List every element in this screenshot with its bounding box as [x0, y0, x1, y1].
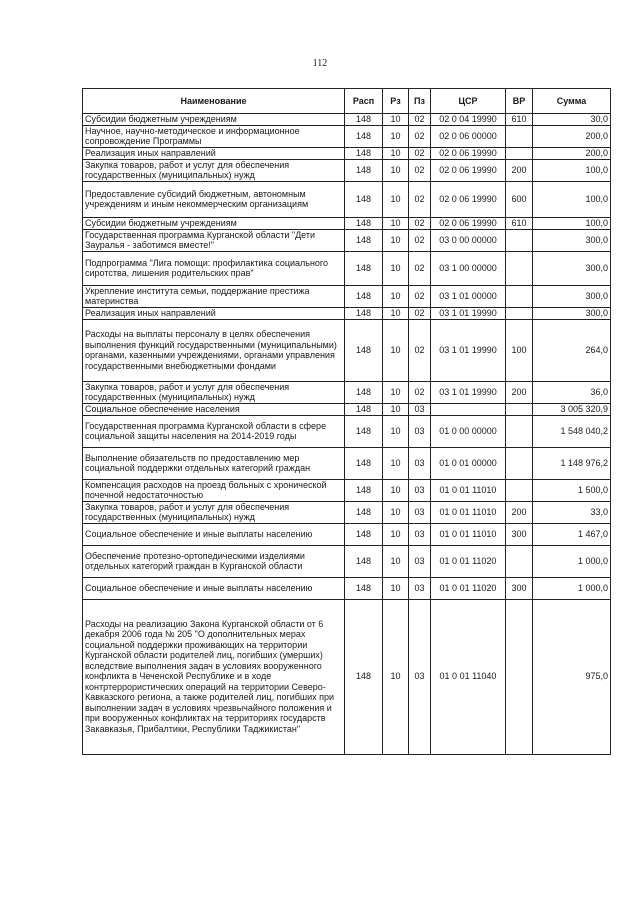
cell-pz: 03	[409, 479, 431, 501]
cell-vr: 200	[506, 501, 533, 523]
cell-pz: 02	[409, 381, 431, 403]
cell-csr: 03 0 00 00000	[431, 229, 506, 251]
cell-rz: 10	[383, 415, 409, 447]
table-row	[83, 217, 611, 229]
cell-rz: 10	[383, 285, 409, 307]
cell-name: Предоставление субсидий бюджетным, автономным учреждениям и иным некоммерческим организациям	[83, 181, 345, 217]
cell-vr	[506, 479, 533, 501]
cell-csr: 01 0 01 11010	[431, 523, 506, 545]
cell-vr	[506, 599, 533, 754]
cell-name: Государственная программа Курганской области "Дети Зауралья - заботимся вместе!"	[83, 229, 345, 251]
cell-rasp: 148	[345, 447, 383, 479]
cell-name: Научное, научно-методическое и информационное сопровождение Программы	[83, 125, 345, 147]
table-row	[83, 447, 611, 479]
cell-pz: 02	[409, 147, 431, 159]
cell-csr: 01 0 00 00000	[431, 415, 506, 447]
table-body	[83, 114, 611, 755]
cell-name: Расходы на реализацию Закона Курганской области от 6 декабря 2006 года № 205 "О дополнительных мерах социальной поддержки проживающих на территории Курганской области родителей лиц, погибших (умерших) вследствие выполнения задач в условиях вооруженного конфликта в Чеченской Республике и в ходе контртеррористических операций на территории Северо-Кавказского региона, а также родителей лиц, погибших при выполнении задач в условиях чрезвычайного положения и при вооруженных конфликтах на территориях государств Закавказья, Прибалтики, Республики Таджикистан"	[83, 599, 345, 754]
cell-rz: 10	[383, 599, 409, 754]
cell-rz: 10	[383, 577, 409, 599]
cell-csr: 02 0 06 19990	[431, 159, 506, 181]
table-row	[83, 381, 611, 403]
cell-vr: 610	[506, 217, 533, 229]
cell-name: Подпрограмма "Лига помощи: профилактика социального сиротства, лишения родительских прав"	[83, 251, 345, 285]
cell-sum: 264,0	[533, 319, 611, 381]
cell-vr	[506, 447, 533, 479]
cell-rz: 10	[383, 403, 409, 415]
cell-vr	[506, 125, 533, 147]
cell-csr: 02 0 06 19990	[431, 147, 506, 159]
cell-csr: 01 0 01 11010	[431, 479, 506, 501]
table-row	[83, 307, 611, 319]
cell-rasp: 148	[345, 381, 383, 403]
cell-pz: 02	[409, 319, 431, 381]
cell-name: Субсидии бюджетным учреждениям	[83, 217, 345, 229]
cell-sum: 33,0	[533, 501, 611, 523]
cell-rasp: 148	[345, 403, 383, 415]
cell-pz: 03	[409, 577, 431, 599]
cell-pz: 02	[409, 159, 431, 181]
table-row	[83, 114, 611, 126]
cell-sum: 1 000,0	[533, 577, 611, 599]
cell-rz: 10	[383, 251, 409, 285]
table-row	[83, 501, 611, 523]
table-row	[83, 125, 611, 147]
table-row	[83, 229, 611, 251]
cell-sum: 1 000,0	[533, 545, 611, 577]
table-header-row	[83, 89, 611, 114]
cell-sum: 1 500,0	[533, 479, 611, 501]
cell-sum: 30,0	[533, 114, 611, 126]
cell-csr: 03 1 01 19990	[431, 307, 506, 319]
cell-vr: 300	[506, 523, 533, 545]
header-rasp: Расп	[345, 89, 383, 114]
table-row	[83, 159, 611, 181]
header-rz: Рз	[383, 89, 409, 114]
cell-rasp: 148	[345, 125, 383, 147]
cell-name: Социальное обеспечение населения	[83, 403, 345, 415]
cell-name: Укрепление института семьи, поддержание престижа материнства	[83, 285, 345, 307]
cell-rasp: 148	[345, 285, 383, 307]
cell-vr: 200	[506, 381, 533, 403]
cell-name: Реализация иных направлений	[83, 307, 345, 319]
cell-sum: 100,0	[533, 181, 611, 217]
cell-rasp: 148	[345, 307, 383, 319]
cell-csr: 03 1 00 00000	[431, 251, 506, 285]
cell-name: Государственная программа Курганской области в сфере социальной защиты населения на 2014-2019 годы	[83, 415, 345, 447]
cell-rz: 10	[383, 381, 409, 403]
cell-sum: 300,0	[533, 229, 611, 251]
cell-name: Компенсация расходов на проезд больных с хронической почечной недостаточностью	[83, 479, 345, 501]
cell-rz: 10	[383, 159, 409, 181]
cell-pz: 03	[409, 599, 431, 754]
cell-rz: 10	[383, 479, 409, 501]
cell-sum: 975,0	[533, 599, 611, 754]
cell-csr: 02 0 04 19990	[431, 114, 506, 126]
cell-rasp: 148	[345, 251, 383, 285]
cell-vr	[506, 229, 533, 251]
header-sum: Сумма	[533, 89, 611, 114]
cell-sum: 1 467,0	[533, 523, 611, 545]
cell-vr: 100	[506, 319, 533, 381]
cell-pz: 02	[409, 285, 431, 307]
cell-csr: 01 0 01 00000	[431, 447, 506, 479]
cell-name: Обеспечение протезно-ортопедическими изделиями отдельных категорий граждан в Курганской области	[83, 545, 345, 577]
cell-rasp: 148	[345, 217, 383, 229]
cell-rz: 10	[383, 319, 409, 381]
cell-rasp: 148	[345, 479, 383, 501]
cell-csr	[431, 403, 506, 415]
cell-name: Социальное обеспечение и иные выплаты населению	[83, 577, 345, 599]
cell-name: Закупка товаров, работ и услуг для обеспечения государственных (муниципальных) нужд	[83, 159, 345, 181]
cell-rz: 10	[383, 114, 409, 126]
cell-csr: 01 0 01 11020	[431, 545, 506, 577]
cell-rasp: 148	[345, 545, 383, 577]
cell-rz: 10	[383, 217, 409, 229]
cell-rz: 10	[383, 523, 409, 545]
cell-sum: 3 005 320,9	[533, 403, 611, 415]
cell-sum: 100,0	[533, 159, 611, 181]
page-number: 112	[312, 58, 328, 69]
header-name: Наименование	[83, 89, 345, 114]
cell-rasp: 148	[345, 114, 383, 126]
cell-rasp: 148	[345, 415, 383, 447]
table-row	[83, 251, 611, 285]
cell-sum: 300,0	[533, 251, 611, 285]
header-csr: ЦСР	[431, 89, 506, 114]
table-row	[83, 147, 611, 159]
table-row	[83, 181, 611, 217]
cell-rz: 10	[383, 229, 409, 251]
cell-name: Закупка товаров, работ и услуг для обеспечения государственных (муниципальных) нужд	[83, 501, 345, 523]
cell-rasp: 148	[345, 147, 383, 159]
cell-name: Расходы на выплаты персоналу в целях обеспечения выполнения функций государственными (муниципальными) органами, казенными учреждениями, органами управления государственными внебюджетными фондами	[83, 319, 345, 381]
cell-csr: 03 1 01 19990	[431, 319, 506, 381]
table-row	[83, 479, 611, 501]
cell-rz: 10	[383, 447, 409, 479]
cell-sum: 300,0	[533, 307, 611, 319]
cell-vr: 200	[506, 159, 533, 181]
table-row	[83, 319, 611, 381]
cell-pz: 02	[409, 181, 431, 217]
cell-rasp: 148	[345, 181, 383, 217]
cell-pz: 03	[409, 523, 431, 545]
cell-csr: 01 0 01 11010	[431, 501, 506, 523]
cell-pz: 03	[409, 545, 431, 577]
cell-rz: 10	[383, 125, 409, 147]
table-row	[83, 545, 611, 577]
cell-rasp: 148	[345, 599, 383, 754]
cell-csr: 03 1 01 19990	[431, 381, 506, 403]
table-row	[83, 523, 611, 545]
cell-rasp: 148	[345, 523, 383, 545]
cell-csr: 02 0 06 00000	[431, 125, 506, 147]
cell-pz: 02	[409, 251, 431, 285]
cell-vr: 600	[506, 181, 533, 217]
cell-vr	[506, 147, 533, 159]
cell-name: Выполнение обязательств по предоставлению мер социальной поддержки отдельных категорий граждан	[83, 447, 345, 479]
cell-vr	[506, 415, 533, 447]
table-row	[83, 415, 611, 447]
cell-rasp: 148	[345, 501, 383, 523]
cell-sum: 1 148 976,2	[533, 447, 611, 479]
cell-vr	[506, 545, 533, 577]
cell-vr	[506, 251, 533, 285]
cell-sum: 1 548 040,2	[533, 415, 611, 447]
cell-sum: 300,0	[533, 285, 611, 307]
cell-pz: 03	[409, 415, 431, 447]
cell-vr	[506, 285, 533, 307]
cell-rasp: 148	[345, 319, 383, 381]
cell-vr	[506, 403, 533, 415]
cell-csr: 01 0 01 11040	[431, 599, 506, 754]
table-row	[83, 285, 611, 307]
table-row	[83, 577, 611, 599]
cell-pz: 02	[409, 217, 431, 229]
cell-name: Субсидии бюджетным учреждениям	[83, 114, 345, 126]
cell-vr	[506, 307, 533, 319]
cell-csr: 01 0 01 11020	[431, 577, 506, 599]
header-vr: ВР	[506, 89, 533, 114]
cell-vr: 610	[506, 114, 533, 126]
cell-pz: 02	[409, 114, 431, 126]
table-row	[83, 403, 611, 415]
cell-csr: 03 1 01 00000	[431, 285, 506, 307]
cell-sum: 200,0	[533, 147, 611, 159]
cell-sum: 100,0	[533, 217, 611, 229]
cell-name: Реализация иных направлений	[83, 147, 345, 159]
cell-sum: 200,0	[533, 125, 611, 147]
budget-table	[82, 88, 611, 755]
cell-rz: 10	[383, 307, 409, 319]
cell-rz: 10	[383, 181, 409, 217]
cell-rz: 10	[383, 545, 409, 577]
cell-name: Социальное обеспечение и иные выплаты населению	[83, 523, 345, 545]
cell-rz: 10	[383, 501, 409, 523]
cell-pz: 02	[409, 307, 431, 319]
cell-pz: 02	[409, 125, 431, 147]
cell-rz: 10	[383, 147, 409, 159]
cell-pz: 03	[409, 447, 431, 479]
cell-name: Закупка товаров, работ и услуг для обеспечения государственных (муниципальных) нужд	[83, 381, 345, 403]
cell-rasp: 148	[345, 229, 383, 251]
cell-csr: 02 0 06 19990	[431, 217, 506, 229]
cell-rasp: 148	[345, 577, 383, 599]
cell-pz: 02	[409, 229, 431, 251]
cell-csr: 02 0 06 19990	[431, 181, 506, 217]
cell-vr: 300	[506, 577, 533, 599]
cell-sum: 36,0	[533, 381, 611, 403]
cell-rasp: 148	[345, 159, 383, 181]
cell-pz: 03	[409, 403, 431, 415]
cell-pz: 03	[409, 501, 431, 523]
table-row	[83, 599, 611, 754]
header-pz: Пз	[409, 89, 431, 114]
